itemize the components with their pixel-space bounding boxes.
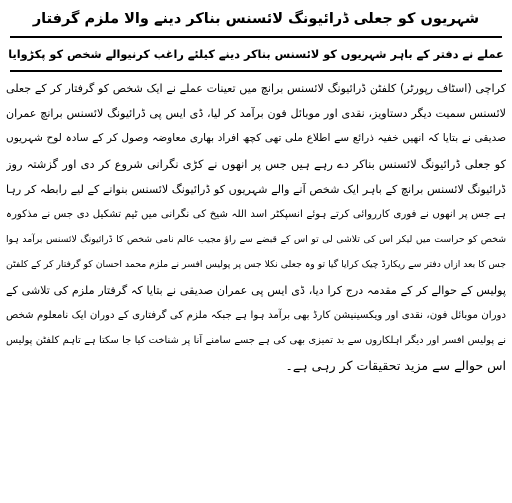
divider-top: [10, 36, 502, 38]
divider-bottom: [10, 70, 502, 72]
body-line: نے پولیس افسر اور دیگر اہلکاروں سے بد تمیزی بھی کی ہے جسے سامنے آنا پر شناخت کیا جا سکتا ہے تاہم کلفٹن پولیس: [6, 334, 506, 346]
article-body: [6, 76, 506, 378]
body-line: جس کا بعد ازاں دفتر سے ریکارڈ چیک کرایا گیا تو وہ جعلی نکلا جس پر پولیس افسر نے ملزم محمد احسان کو گرفتار کر کے کلفٹن: [6, 259, 506, 271]
body-line: ڈرائیونگ لائسنس برانچ کے باہر ایک شخص آنے والے شہریوں کو ڈرائیونگ لائسنس بنوانے کے لیے رابطہ کر رہا: [6, 182, 506, 196]
body-line: شخص کو حراست میں لیکر اس کی تلاشی لی تو اس کے قبضے سے راؤ مجیب عالم نامی شخص کا ڈرائیونگ لائسنس برآمد ہوا: [6, 234, 506, 246]
headline: شہریوں کو جعلی ڈرائیونگ لائسنس بناکر دینے والا ملزم گرفتار: [32, 11, 480, 27]
body-line: کو جعلی ڈرائیونگ لائسنس بناکر دے رہے ہیں جس پر انھوں نے کڑی نگرانی شروع کر دی اور گزشتہ روز: [6, 156, 506, 171]
body-line: دوران موبائل فون، نقدی اور ویکسینیشن کارڈ بھی برآمد ہوا ہے جبکہ ملزم کی گرفتاری کے دوران ایک نامعلوم شخص: [6, 309, 506, 321]
body-line: ہے جس پر انھوں نے فوری کارروائی کرتے ہوئے انسپکٹر اسد اللہ شیخ کی نگرانی میں ٹیم تشکیل دی جس نے مذکورہ: [6, 208, 506, 220]
subheadline: عملے نے دفتر کے باہر شہریوں کو لائسنس بناکر دینے کیلئے راغب کرنیوالے شخص کو پکڑوایا: [8, 48, 504, 61]
body-line: کراچی (اسٹاف رپورٹر) کلفٹن ڈرائیونگ لائسنس برانچ میں تعینات عملے نے ایک شخص کو گرفتار کر کے جعلی: [6, 82, 506, 95]
body-line: اس حوالے سے مزید تحقیقات کر رہی ہے۔: [285, 358, 506, 374]
body-line: لائسنس سمیت دیگر دستاویز، نقدی اور موبائل فون برآمد کر لیا، ڈی ایس پی ڈرائیونگ لائسنس برانچ عمران: [6, 107, 506, 121]
body-line: پولیس کے حوالے کر کے مقدمہ درج کرا دیا، ڈی ایس پی عمران صدیقی نے بتایا کہ گرفتار ملزم کی تلاشی کے: [6, 283, 506, 297]
body-line: صدیقی نے بتایا کہ انھیں خفیہ ذرائع سے اطلاع ملی تھی کچھ افراد بھاری معاوضہ وصول کر کے سادہ لوح شہریوں: [6, 132, 506, 145]
